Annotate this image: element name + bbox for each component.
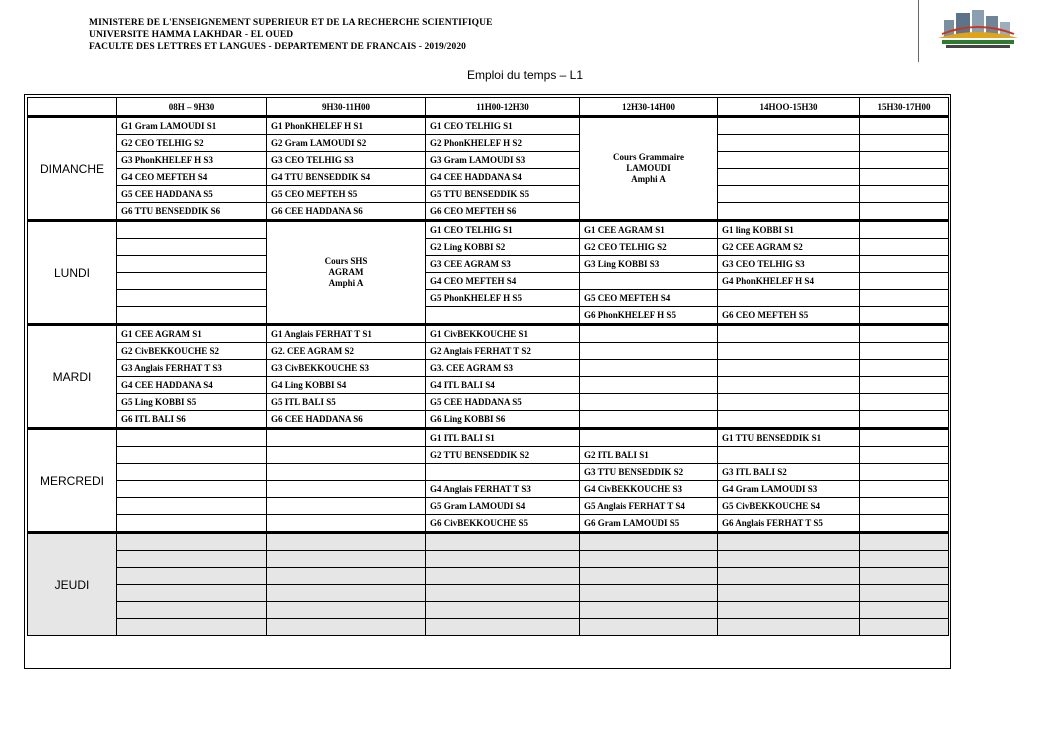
session-cell: G1 CEO TELHIG S1 xyxy=(426,221,580,239)
session-cell xyxy=(267,481,426,498)
faculty-line: FACULTE DES LETTRES ET LANGUES - DEPARTEMENT DE FRANCAIS - 2019/2020 xyxy=(89,42,467,52)
session-cell xyxy=(117,429,267,447)
session-cell: G6 Anglais FERHAT T S5 xyxy=(718,515,860,533)
session-cell: G1 ling KOBBI S1 xyxy=(718,221,860,239)
session-cell: G2 Gram LAMOUDI S2 xyxy=(267,135,426,152)
session-cell: G5 PhonKHELEF H S5 xyxy=(426,290,580,307)
lecture-teacher: LAMOUDI xyxy=(626,163,671,173)
session-cell xyxy=(267,568,426,585)
university-line: UNIVERSITE HAMMA LAKHDAR - EL OUED xyxy=(89,30,294,40)
session-cell xyxy=(860,186,949,203)
session-cell xyxy=(860,602,949,619)
table-row xyxy=(28,394,949,411)
timetable xyxy=(27,97,949,636)
session-cell xyxy=(426,464,580,481)
session-cell xyxy=(267,429,426,447)
session-cell: G1 Anglais FERHAT T S1 xyxy=(267,325,426,343)
session-cell xyxy=(718,169,860,186)
table-row xyxy=(28,307,949,325)
table-row xyxy=(28,551,949,568)
session-cell xyxy=(860,203,949,221)
session-cell xyxy=(860,394,949,411)
session-cell xyxy=(718,360,860,377)
session-cell xyxy=(860,169,949,186)
column-header: 15H30-17H00 xyxy=(860,98,949,117)
session-cell xyxy=(267,464,426,481)
session-cell: G4 ITL BALI S4 xyxy=(426,377,580,394)
session-cell: G6 CivBEKKOUCHE S5 xyxy=(426,515,580,533)
session-cell xyxy=(117,498,267,515)
session-cell: G1 CEE AGRAM S1 xyxy=(117,325,267,343)
session-cell: G3 CEO TELHIG S3 xyxy=(267,152,426,169)
day-label: MERCREDI xyxy=(28,429,117,533)
session-cell xyxy=(718,203,860,221)
column-header: 14HOO-15H30 xyxy=(718,98,860,117)
table-row xyxy=(28,169,949,186)
session-cell: G3 Anglais FERHAT T S3 xyxy=(117,360,267,377)
session-cell xyxy=(117,585,267,602)
table-row xyxy=(28,325,949,343)
lecture-cell xyxy=(580,117,718,221)
table-row xyxy=(28,447,949,464)
session-cell xyxy=(580,325,718,343)
session-cell: G3 CEO TELHIG S3 xyxy=(718,256,860,273)
session-cell: G5 CEO MEFTEH S5 xyxy=(267,186,426,203)
table-row xyxy=(28,498,949,515)
session-cell: G6 Ling KOBBI S6 xyxy=(426,411,580,429)
session-cell: G1 ITL BALI S1 xyxy=(426,429,580,447)
table-row xyxy=(28,515,949,533)
session-cell xyxy=(718,551,860,568)
session-cell: G2 CivBEKKOUCHE S2 xyxy=(117,343,267,360)
session-cell xyxy=(860,239,949,256)
session-cell xyxy=(267,551,426,568)
session-cell xyxy=(718,585,860,602)
session-cell xyxy=(117,533,267,551)
header-divider xyxy=(918,0,919,62)
session-cell: G2 CEO TELHIG S2 xyxy=(580,239,718,256)
session-cell xyxy=(860,343,949,360)
session-cell: G1 TTU BENSEDDIK S1 xyxy=(718,429,860,447)
session-cell xyxy=(267,533,426,551)
session-cell: G1 CEO TELHIG S1 xyxy=(426,117,580,135)
session-cell xyxy=(718,533,860,551)
session-cell xyxy=(580,585,718,602)
lecture-title: Cours Grammaire xyxy=(612,152,685,162)
session-cell xyxy=(580,429,718,447)
table-row xyxy=(28,256,949,273)
session-cell xyxy=(860,429,949,447)
table-row xyxy=(28,152,949,169)
session-cell: G3 CivBEKKOUCHE S3 xyxy=(267,360,426,377)
day-label: LUNDI xyxy=(28,221,117,325)
session-cell xyxy=(580,343,718,360)
session-cell: G5 ITL BALI S5 xyxy=(267,394,426,411)
session-cell xyxy=(267,515,426,533)
session-cell xyxy=(580,360,718,377)
session-cell xyxy=(580,602,718,619)
session-cell xyxy=(580,394,718,411)
session-cell xyxy=(860,290,949,307)
session-cell: G5 Anglais FERHAT T S4 xyxy=(580,498,718,515)
session-cell: G4 PhonKHELEF H S4 xyxy=(718,273,860,290)
session-cell xyxy=(718,411,860,429)
session-cell xyxy=(860,498,949,515)
session-cell: G6 PhonKHELEF H S5 xyxy=(580,307,718,325)
session-cell xyxy=(426,551,580,568)
column-header: 08H – 9H30 xyxy=(117,98,267,117)
session-cell xyxy=(718,135,860,152)
session-cell xyxy=(860,411,949,429)
day-label: JEUDI xyxy=(28,533,117,636)
header-row xyxy=(28,98,949,117)
session-cell: G6 ITL BALI S6 xyxy=(117,411,267,429)
session-cell xyxy=(117,273,267,290)
session-cell: G5 TTU BENSEDDIK S5 xyxy=(426,186,580,203)
session-cell: G1 CEE AGRAM S1 xyxy=(580,221,718,239)
table-row xyxy=(28,221,949,239)
session-cell: G5 CEE HADDANA S5 xyxy=(426,394,580,411)
table-row xyxy=(28,533,949,551)
session-cell: G3 ITL BALI S2 xyxy=(718,464,860,481)
session-cell xyxy=(426,568,580,585)
table-row xyxy=(28,273,949,290)
lecture-teacher: AGRAM xyxy=(328,267,364,277)
session-cell xyxy=(718,343,860,360)
session-cell xyxy=(117,602,267,619)
session-cell xyxy=(718,447,860,464)
session-cell xyxy=(718,152,860,169)
session-cell xyxy=(860,551,949,568)
session-cell xyxy=(718,117,860,135)
session-cell xyxy=(860,256,949,273)
session-cell: G5 Ling KOBBI S5 xyxy=(117,394,267,411)
session-cell xyxy=(860,568,949,585)
session-cell: G2 TTU BENSEDDIK S2 xyxy=(426,447,580,464)
session-cell xyxy=(117,568,267,585)
session-cell: G1 Gram LAMOUDI S1 xyxy=(117,117,267,135)
corner-cell xyxy=(28,98,117,117)
session-cell xyxy=(718,325,860,343)
session-cell: G2 PhonKHELEF H S2 xyxy=(426,135,580,152)
table-row xyxy=(28,360,949,377)
university-logo-icon xyxy=(932,8,1024,50)
table-row xyxy=(28,481,949,498)
session-cell xyxy=(426,585,580,602)
session-cell: G3 CEE AGRAM S3 xyxy=(426,256,580,273)
session-cell: G3 Ling KOBBI S3 xyxy=(580,256,718,273)
session-cell xyxy=(860,464,949,481)
session-cell xyxy=(267,498,426,515)
session-cell xyxy=(117,256,267,273)
day-label: DIMANCHE xyxy=(28,117,117,221)
table-row xyxy=(28,290,949,307)
session-cell: G2 Anglais FERHAT T S2 xyxy=(426,343,580,360)
session-cell: G4 CEO MEFTEH S4 xyxy=(117,169,267,186)
table-row xyxy=(28,377,949,394)
institution-header xyxy=(89,17,493,53)
session-cell: G4 CEO MEFTEH S4 xyxy=(426,273,580,290)
session-cell: G4 Gram LAMOUDI S3 xyxy=(718,481,860,498)
session-cell: G6 CEO MEFTEH S5 xyxy=(718,307,860,325)
session-cell xyxy=(860,481,949,498)
session-cell xyxy=(426,602,580,619)
session-cell xyxy=(860,135,949,152)
session-cell xyxy=(718,568,860,585)
session-cell xyxy=(860,360,949,377)
table-row xyxy=(28,464,949,481)
table-row xyxy=(28,568,949,585)
session-cell xyxy=(860,221,949,239)
table-row xyxy=(28,117,949,135)
table-row xyxy=(28,186,949,203)
table-row xyxy=(28,602,949,619)
table-row xyxy=(28,343,949,360)
session-cell xyxy=(117,551,267,568)
session-cell: G4 Anglais FERHAT T S3 xyxy=(426,481,580,498)
session-cell xyxy=(267,619,426,636)
session-cell xyxy=(267,447,426,464)
table-row xyxy=(28,411,949,429)
table-row xyxy=(28,585,949,602)
session-cell: G5 CEO MEFTEH S4 xyxy=(580,290,718,307)
lecture-room: Amphi A xyxy=(328,278,364,288)
session-cell xyxy=(718,602,860,619)
session-cell: G5 CivBEKKOUCHE S4 xyxy=(718,498,860,515)
session-cell xyxy=(580,568,718,585)
session-cell: G3 Gram LAMOUDI S3 xyxy=(426,152,580,169)
page-title: Emploi du temps – L1 xyxy=(466,68,584,82)
session-cell xyxy=(718,394,860,411)
session-cell xyxy=(580,377,718,394)
session-cell: G6 TTU BENSEDDIK S6 xyxy=(117,203,267,221)
session-cell: G3. CEE AGRAM S3 xyxy=(426,360,580,377)
session-cell: G2 CEE AGRAM S2 xyxy=(718,239,860,256)
session-cell xyxy=(117,239,267,256)
session-cell xyxy=(117,290,267,307)
session-cell: G5 CEE HADDANA S5 xyxy=(117,186,267,203)
session-cell: G6 Gram LAMOUDI S5 xyxy=(580,515,718,533)
session-cell xyxy=(860,585,949,602)
session-cell: G5 Gram LAMOUDI S4 xyxy=(426,498,580,515)
session-cell xyxy=(117,619,267,636)
session-cell xyxy=(267,585,426,602)
session-cell xyxy=(580,619,718,636)
session-cell xyxy=(117,221,267,239)
session-cell xyxy=(860,533,949,551)
session-cell: G2. CEE AGRAM S2 xyxy=(267,343,426,360)
session-cell: G2 Ling KOBBI S2 xyxy=(426,239,580,256)
session-cell: G4 TTU BENSEDDIK S4 xyxy=(267,169,426,186)
session-cell xyxy=(580,551,718,568)
ministry-line: MINISTERE DE L'ENSEIGNEMENT SUPERIEUR ET DE LA RECHERCHE SCIENTIFIQUE xyxy=(89,18,493,28)
session-cell xyxy=(860,619,949,636)
table-row xyxy=(28,429,949,447)
lecture-cell xyxy=(267,221,426,325)
session-cell: G3 PhonKHELEF H S3 xyxy=(117,152,267,169)
session-cell: G4 CEE HADDANA S4 xyxy=(117,377,267,394)
session-cell: G6 CEE HADDANA S6 xyxy=(267,203,426,221)
session-cell xyxy=(860,515,949,533)
session-cell xyxy=(860,377,949,394)
session-cell: G4 CivBEKKOUCHE S3 xyxy=(580,481,718,498)
column-header: 9H30-11H00 xyxy=(267,98,426,117)
session-cell xyxy=(718,186,860,203)
session-cell xyxy=(267,602,426,619)
session-cell xyxy=(860,307,949,325)
session-cell xyxy=(580,273,718,290)
session-cell xyxy=(860,273,949,290)
session-cell: G2 ITL BALI S1 xyxy=(580,447,718,464)
session-cell xyxy=(117,447,267,464)
column-header: 12H30-14H00 xyxy=(580,98,718,117)
lecture-room: Amphi A xyxy=(631,174,666,184)
session-cell: G6 CEO MEFTEH S6 xyxy=(426,203,580,221)
session-cell xyxy=(117,481,267,498)
table-row xyxy=(28,135,949,152)
session-cell: G1 CivBEKKOUCHE S1 xyxy=(426,325,580,343)
session-cell xyxy=(718,619,860,636)
session-cell xyxy=(718,290,860,307)
session-cell xyxy=(580,411,718,429)
session-cell xyxy=(718,377,860,394)
session-cell xyxy=(426,619,580,636)
session-cell: G1 PhonKHELEF H S1 xyxy=(267,117,426,135)
session-cell xyxy=(860,447,949,464)
session-cell xyxy=(580,533,718,551)
session-cell xyxy=(426,307,580,325)
lecture-title: Cours SHS xyxy=(324,256,368,266)
session-cell: G4 Ling KOBBI S4 xyxy=(267,377,426,394)
session-cell: G6 CEE HADDANA S6 xyxy=(267,411,426,429)
table-row xyxy=(28,203,949,221)
session-cell: G4 CEE HADDANA S4 xyxy=(426,169,580,186)
session-cell: G2 CEO TELHIG S2 xyxy=(117,135,267,152)
day-label: MARDI xyxy=(28,325,117,429)
session-cell xyxy=(860,325,949,343)
session-cell xyxy=(860,117,949,135)
column-header: 11H00-12H30 xyxy=(426,98,580,117)
session-cell xyxy=(117,307,267,325)
table-row xyxy=(28,239,949,256)
session-cell xyxy=(117,464,267,481)
session-cell xyxy=(426,533,580,551)
table-row xyxy=(28,619,949,636)
session-cell: G3 TTU BENSEDDIK S2 xyxy=(580,464,718,481)
session-cell xyxy=(860,152,949,169)
session-cell xyxy=(117,515,267,533)
